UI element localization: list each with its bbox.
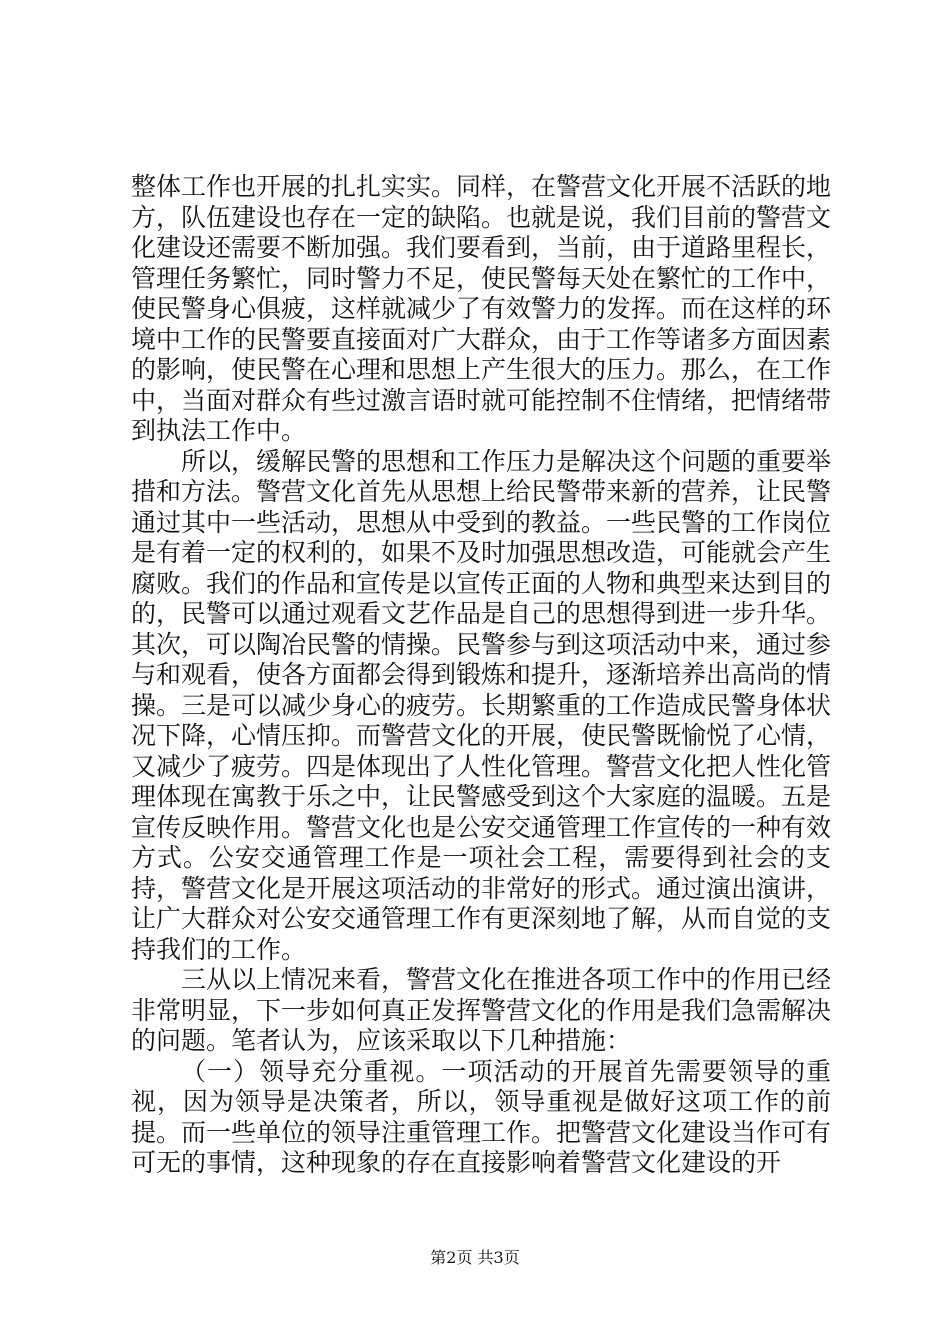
- document-body: [131, 172, 831, 1179]
- paragraph-4: （一）领导充分重视。一项活动的开展首先需要领导的重视，因为领导是决策者，所以，领导重视是做好这项工作的前提。而一些单位的领导注重管理工作。把警营文化建设当作可有可无的事情，这种现象的存在直接影响着警营文化建设的开: [131, 1056, 832, 1177]
- paragraph-3: 三从以上情况来看，警营文化在推进各项工作中的作用已经非常明显，下一步如何真正发挥警营文化的作用是我们急需解决的问题。笔者认为，应该采取以下几种措施：: [131, 965, 832, 1055]
- page-number-footer: 第2页 共3页: [430, 1248, 520, 1267]
- paragraph-1: 整体工作也开展的扎扎实实。同样，在警营文化开展不活跃的地方，队伍建设也存在一定的缺陷。也就是说，我们目前的警营文化建设还需要不断加强。我们要看到，当前，由于道路里程长，管理任务繁忙，同时警力不足，使民警每天处在繁忙的工作中，使民警身心俱疲，这样就减少了有效警力的发挥。而在这样的环境中工作的民警要直接面对广大群众，由于工作等诸多方面因素的影响，使民警在心理和思想上产生很大的压力。那么，在工作中，当面对群众有些过激言语时就可能控制不住情绪，把情绪带到执法工作中。: [131, 172, 832, 445]
- paragraph-2: 所以，缓解民警的思想和工作压力是解决这个问题的重要举措和方法。警营文化首先从思想上给民警带来新的营养，让民警通过其中一些活动，思想从中受到的教益。一些民警的工作岗位是有着一定的权利的，如果不及时加强思想改造，可能就会产生腐败。我们的作品和宣传是以宣传正面的人物和典型来达到目的的，民警可以通过观看文艺作品是自己的思想得到进一步升华。其次，可以陶冶民警的情操。民警参与到这项活动中来，通过参与和观看，使各方面都会得到锻炼和提升，逐渐培养出高尚的情操。三是可以减少身心的疲劳。长期繁重的工作造成民警身体状况下降，心情压抑。而警营文化的开展，使民警既愉悦了心情，又减少了疲劳。四是体现出了人性化管理。警营文化把人性化管理体现在寓教于乐之中，让民警感受到这个大家庭的温暖。五是宣传反映作用。警营文化也是公安交通管理工作宣传的一种有效方式。公安交通管理工作是一项社会工程，需要得到社会的支持，警营文化是开展这项活动的非常好的形式。通过演出演讲，让广大群众对公安交通管理工作有更深刻地了解，从而自觉的支持我们的工作。: [131, 446, 832, 964]
